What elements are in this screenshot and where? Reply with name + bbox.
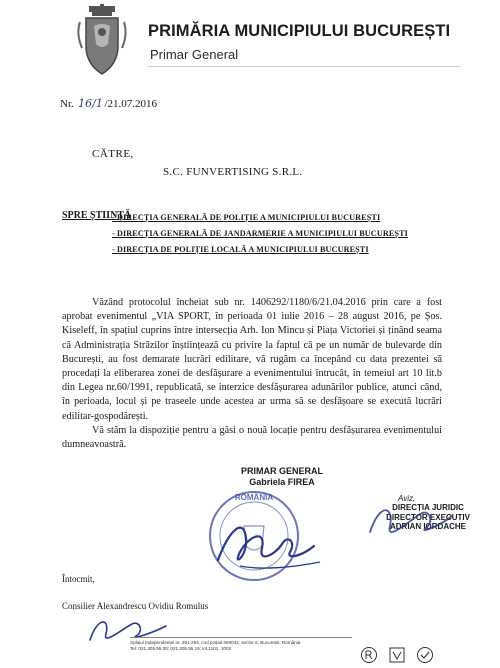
to-label: CĂTRE, xyxy=(92,148,134,160)
registration-number xyxy=(60,97,157,110)
mayor-signature-icon xyxy=(210,508,330,578)
footer-address xyxy=(130,640,354,652)
signatory-block xyxy=(212,466,352,488)
drafter-name: Consilier Alexandrescu Ovidiu Romulus xyxy=(62,601,209,611)
footer-line: Tel: 021.305.55.00; 021.305.55.19; int.1101, 1003 xyxy=(130,646,232,651)
quality-certification-icon xyxy=(388,646,406,664)
certification-marks xyxy=(360,646,434,664)
cc-label: SPRE ȘTIINȚĂ xyxy=(62,210,132,221)
signatory-name: Gabriela FIREA xyxy=(249,477,315,487)
svg-text:ROMÂNIA: ROMÂNIA xyxy=(234,493,274,502)
legal-name: ADRIAN IORDACHE xyxy=(390,522,466,531)
cc-item: - DIRECȚIA DE POLIȚIE LOCALĂ A MUNICIPIULUI BUCUREȘTI xyxy=(112,245,369,254)
body-paragraph: Văzând protocolul încheiat sub nr. 1406292/1180/6/21.04.2016 prin care a fost aprobat evenimentul „VIA SPORT, în perioada 01 iulie 2016 – 28 august 2016, pe Șos. Kiseleff, în spațiul cuprins între intersecția Arh. Ion Mincu și Piața Victoriei și ținând seama că Administrația Străzilor înștiințează cu privire la faptul că pe un număr de bulevarde din București, au fost demarate lucrări edilitare, vă rugăm ca începând cu data prezentei să procedați la eliberarea zonei de desfășurare a evenimentului întrucât, în temeiul art 10 lit.b din Legea nr.60/1991, republicată, se interzice desfășurarea adunărilor publice, atunci când, în perioada, locul și pe traseele unde acestea ar urma să se desfășoare se execută lucrări edilitar-gospodărești. xyxy=(62,297,442,422)
body-paragraph: Vă stăm la dispoziție pentru a găsi o nouă locație pentru desfășurarea evenimentului dumneavoastră. xyxy=(62,424,442,451)
cc-list xyxy=(112,210,408,258)
drafted-by-label: Întocmit, xyxy=(62,574,95,584)
header-divider xyxy=(148,66,460,67)
recipient-name: S.C. FUNVERTISING S.R.L. xyxy=(163,166,303,178)
footer-line: Splaiul Independenței nr. 291-293, cod poștal 060042, sector 6, București, România xyxy=(130,640,301,645)
approval-label: Aviz, xyxy=(398,494,416,503)
institution-subtitle: Primar General xyxy=(150,47,239,62)
institution-title: PRIMĂRIA MUNICIPIULUI BUCUREȘTI xyxy=(148,22,451,40)
bucharest-coat-of-arms-icon xyxy=(72,4,132,78)
reg-handwritten-number: 16/1 xyxy=(78,97,103,110)
iso-certification-icon xyxy=(360,646,378,664)
legal-dept: DIRECȚIA JURIDIC xyxy=(392,503,464,512)
legal-director-signature-icon xyxy=(360,492,460,552)
cc-item: - DIRECȚIA GENERALĂ DE POLIȚIE A MUNICIPIULUI BUCUREȘTI xyxy=(112,213,381,222)
accreditation-icon xyxy=(416,646,434,664)
legal-role: DIRECTOR EXECUTIV xyxy=(386,512,470,522)
footer-divider xyxy=(130,637,352,638)
reg-prefix: Nr. xyxy=(60,98,74,110)
letter-body xyxy=(62,296,442,452)
cc-item: - DIRECȚIA GENERALĂ DE JANDARMERIE A MUNICIPIULUI BUCUREȘTI xyxy=(112,229,408,238)
reg-date: /21.07.2016 xyxy=(104,98,158,110)
signatory-title: PRIMAR GENERAL xyxy=(240,466,323,476)
